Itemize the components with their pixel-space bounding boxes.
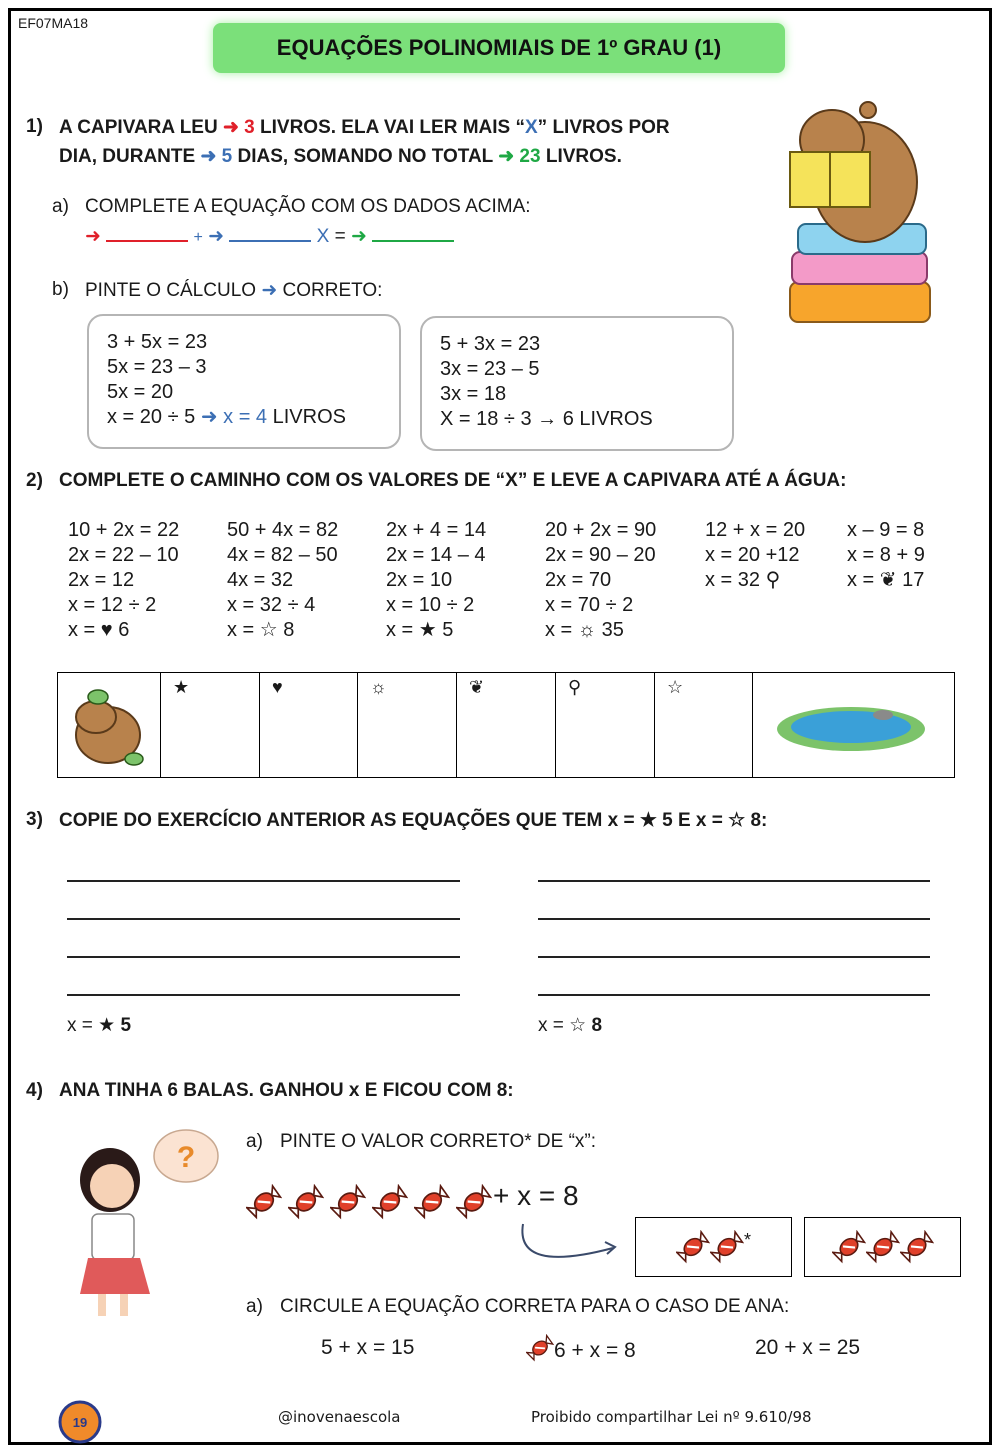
answer-line[interactable]: [67, 918, 460, 920]
path-cell-5[interactable]: ⚲: [556, 673, 655, 777]
girl-thinking-illustration: [64, 1122, 224, 1322]
q4-number: 4): [26, 1080, 43, 1101]
candy-icon: [330, 1184, 366, 1220]
q1-line2: DIA, DURANTE ➜ 5 DIAS, SOMANDO NO TOTAL ➜ 23 LIVROS.: [59, 146, 622, 167]
q1a-label: a): [52, 196, 69, 217]
path-cell-6[interactable]: ☆: [655, 673, 753, 777]
equation-option-1[interactable]: 5 + x = 15: [321, 1336, 415, 1359]
candy-row: [246, 1184, 492, 1220]
candy-icon: [288, 1184, 324, 1220]
q3-left-label: x = ★ 5: [67, 1015, 132, 1036]
path-cell-2[interactable]: ♥: [260, 673, 358, 777]
q1a-equation: ➜ + ➜ X = ➜: [85, 224, 454, 248]
q4a-label: a): [246, 1131, 263, 1152]
svg-text:19: 19: [72, 1415, 88, 1430]
svg-text:?: ?: [176, 1141, 196, 1174]
candy-icon: [246, 1184, 282, 1220]
path-start-cell: [58, 673, 161, 777]
candy-icon: [372, 1184, 408, 1220]
q4b-label: a): [246, 1296, 263, 1317]
q1-line1: A CAPIVARA LEU ➜ 3 LIVROS. ELA VAI LER MAIS “X” LIVROS POR: [59, 117, 670, 138]
q1a-text: COMPLETE A EQUAÇÃO COM OS DADOS ACIMA:: [85, 196, 531, 217]
answer-line[interactable]: [538, 880, 930, 882]
blank-days[interactable]: [229, 224, 311, 242]
equation-column-2: 50 + 4x = 82 4x = 82 – 50 4x = 32 x = 32 ÷ 4 x = ☆ 8: [227, 519, 339, 641]
blank-books-read[interactable]: [106, 224, 188, 242]
equation-column-3: 2x + 4 = 14 2x = 14 – 4 2x = 10 x = 10 ÷ 2 x = ★ 5: [386, 519, 487, 641]
candy-icon: [676, 1230, 710, 1264]
candy-icon: [866, 1230, 900, 1264]
q1-number: 1): [26, 116, 43, 137]
q2-text: COMPLETE O CAMINHO COM OS VALORES DE “X” E LEVE A CAPIVARA ATÉ A ÁGUA:: [59, 470, 847, 491]
candy-icon: [526, 1334, 554, 1362]
q3-number: 3): [26, 809, 43, 830]
page-title: EQUAÇÕES POLINOMIAIS DE 1º GRAU (1): [276, 35, 722, 60]
candy-icon: [832, 1230, 866, 1264]
path-end-cell: [753, 673, 953, 777]
answer-option-3[interactable]: [804, 1217, 961, 1277]
calc-box-2[interactable]: 5 + 3x = 23 3x = 23 – 5 3x = 18 X = 18 ÷ 3 → 6 LIVROS: [420, 316, 734, 451]
calc-box-1[interactable]: 3 + 5x = 23 5x = 23 – 3 5x = 20 x = 20 ÷ 5 ➜ x = 4 LIVROS: [87, 314, 401, 449]
answer-line[interactable]: [538, 918, 930, 920]
curved-arrow-icon: [515, 1218, 625, 1278]
blank-total[interactable]: [372, 224, 454, 242]
footer-handle: @inovenaescola: [278, 1408, 401, 1426]
q4b-text: CIRCULE A EQUAÇÃO CORRETA PARA O CASO DE ANA:: [280, 1296, 790, 1317]
equation-option-2[interactable]: 6 + x = 8: [526, 1334, 636, 1368]
candy-icon: [414, 1184, 450, 1220]
equation-column-6: x – 9 = 8 x = 8 + 9 x = ❦ 17: [847, 519, 925, 591]
capybara-frogs-icon: [58, 673, 158, 773]
answer-line[interactable]: [67, 956, 460, 958]
path-table: [57, 672, 955, 778]
arrow-icon: ➜: [85, 226, 101, 247]
q4a-text: PINTE O VALOR CORRETO* DE “x”:: [280, 1131, 597, 1152]
answer-option-2[interactable]: [635, 1217, 792, 1277]
pond-icon: [753, 673, 949, 773]
q4-equation-tail: + x = 8: [493, 1180, 579, 1211]
path-cell-1[interactable]: ★: [161, 673, 260, 777]
candy-icon: [526, 1334, 554, 1368]
candy-icon: [710, 1230, 744, 1264]
q1b-label: b): [52, 279, 69, 300]
logo-icon: [58, 1400, 102, 1444]
asterisk-mark: *: [743, 1230, 751, 1250]
q1b-text: PINTE O CÁLCULO ➜ CORRETO:: [85, 280, 383, 301]
answer-line[interactable]: [67, 994, 460, 996]
answer-line[interactable]: [67, 880, 460, 882]
candy-icon: [456, 1184, 492, 1220]
skill-code: EF07MA18: [18, 15, 89, 31]
q3-right-label: x = ☆ 8: [538, 1015, 603, 1036]
q3-text: COPIE DO EXERCÍCIO ANTERIOR AS EQUAÇÕES QUE TEM x = ★ 5 E x = ☆ 8:: [59, 810, 768, 831]
capybara-books-illustration: [780, 92, 940, 332]
arrow-icon: ➜: [350, 226, 367, 247]
q4-text: ANA TINHA 6 BALAS. GANHOU x E FICOU COM 8:: [59, 1080, 514, 1101]
arrow-icon: ➜: [208, 226, 225, 247]
path-cell-3[interactable]: ☼: [358, 673, 457, 777]
path-cell-4[interactable]: ❦: [457, 673, 556, 777]
equation-column-4: 20 + 2x = 90 2x = 90 – 20 2x = 70 x = 70 ÷ 2 x = ☼ 35: [545, 519, 657, 641]
equation-column-1: 10 + 2x = 22 2x = 22 – 10 2x = 12 x = 12 ÷ 2 x = ♥ 6: [68, 519, 180, 641]
answer-line[interactable]: [538, 956, 930, 958]
title-banner: [213, 23, 785, 73]
q2-number: 2): [26, 470, 43, 491]
equation-column-5: 12 + x = 20 x = 20 +12 x = 32 ⚲: [705, 519, 806, 591]
equation-option-3[interactable]: 20 + x = 25: [755, 1336, 861, 1359]
footer-law: Proibido compartilhar Lei nº 9.610/98: [531, 1408, 812, 1426]
answer-line[interactable]: [538, 994, 930, 996]
candy-icon: [900, 1230, 934, 1264]
